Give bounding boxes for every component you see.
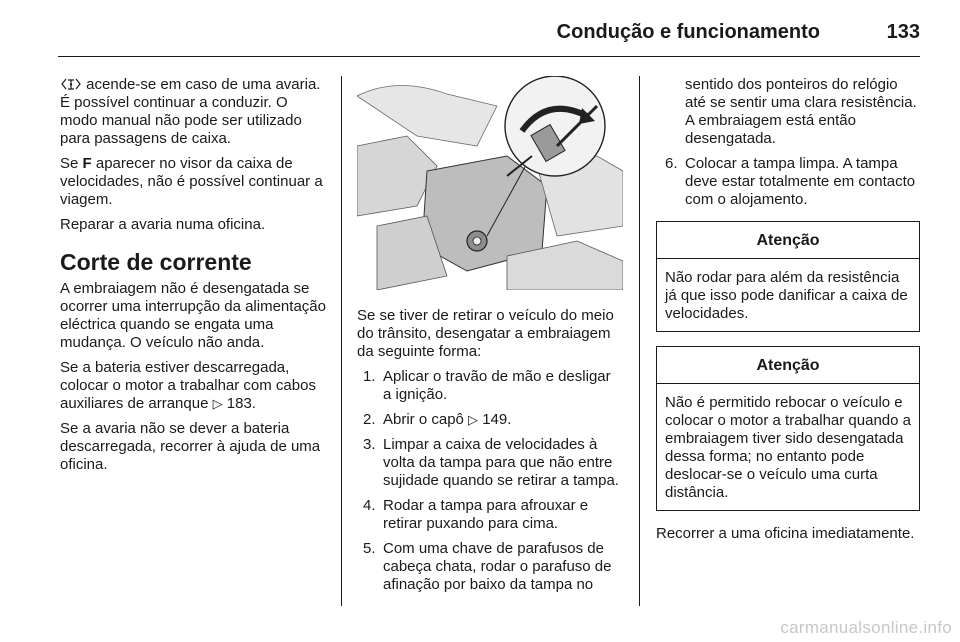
step-text: sentido dos ponteiros do relógio até se sentir uma clara resistência. A embraiagem está então desengatada. <box>685 76 917 147</box>
warning-text: Não rodar para além da resistência já que isso pode danificar a caixa de velocidades. <box>665 269 908 322</box>
steps-list-continued <box>656 76 920 209</box>
section-title: Corte de corrente <box>60 249 252 275</box>
paragraph: A embraiagem não é desengatada se ocorrer uma interrupção da alimentação eléctrica quando se engata uma mudança. O veículo não anda. <box>60 280 326 351</box>
display-letter: F <box>82 155 92 172</box>
step-number: 5. <box>363 540 376 557</box>
step-text: Com uma chave de parafusos de cabeça chata, rodar o parafuso de afinação por baixo da tampa no <box>383 540 612 593</box>
paragraph-text: acende-se em caso de uma avaria. É possível continuar a conduzir. O modo manual não pode ser utilizado para passagens de caixa. <box>60 76 321 147</box>
paragraph: Reparar a avaria numa oficina. <box>60 216 266 233</box>
column-middle <box>357 76 623 601</box>
page-reference-arrow-icon: ▷ <box>212 396 223 411</box>
column-divider <box>341 76 342 606</box>
paragraph: Se a avaria não se dever a bateria descarregada, recorrer à ajuda de uma oficina. <box>60 420 321 473</box>
watermark: carmanualsonline.info <box>780 618 952 637</box>
step-number: 4. <box>363 497 376 514</box>
list-item <box>656 76 920 148</box>
paragraph: Se se tiver de retirar o veículo do meio do trânsito, desengatar a embraiagem da seguinte forma: <box>357 307 614 360</box>
list-item <box>357 540 623 594</box>
step-text: Aplicar o travão de mão e desligar a ignição. <box>383 368 611 403</box>
steps-list <box>357 368 623 594</box>
gearbox-cover-illustration <box>357 76 623 290</box>
list-item <box>357 497 623 533</box>
page-reference[interactable]: 183. <box>226 395 256 412</box>
warning-box <box>656 346 920 511</box>
step-text: Rodar a tampa para afrouxar e retirar puxando para cima. <box>383 497 589 532</box>
step-number: 1. <box>363 368 376 385</box>
step-text: Limpar a caixa de velocidades à volta da tampa para que não entre sujidade quando se retirar a tampa. <box>383 436 619 489</box>
column-left <box>60 76 326 481</box>
paragraph: Recorrer a uma oficina imediatamente. <box>656 525 915 542</box>
chapter-title: Condução e funcionamento <box>556 21 820 43</box>
column-divider <box>639 76 640 606</box>
step-text: Colocar a tampa limpa. A tampa deve estar totalmente em contacto com o alojamento. <box>685 155 916 208</box>
transmission-warning-icon <box>60 77 82 91</box>
paragraph <box>60 359 326 413</box>
step-number: 3. <box>363 436 376 453</box>
list-item <box>357 436 623 490</box>
paragraph-text: Se a bateria estiver descarregada, colocar o motor a trabalhar com cabos auxiliares de arranque <box>60 359 316 412</box>
list-item <box>656 155 920 209</box>
paragraph-text: Se <box>60 155 79 172</box>
page-number: 133 <box>886 21 920 43</box>
warning-title: Atenção <box>657 222 919 259</box>
warning-text: Não é permitido rebocar o veículo e colocar o motor a trabalhar quando a embraiagem tiver sido desengatada dessa forma; no entanto pode deslocar-se o veículo uma curta distância. <box>665 394 911 501</box>
warning-title: Atenção <box>657 347 919 384</box>
page-header <box>58 16 920 57</box>
list-item <box>357 368 623 404</box>
column-right <box>656 76 920 550</box>
paragraph <box>60 76 326 148</box>
step-number: 2. <box>363 411 376 428</box>
step-text: Abrir o capô <box>383 411 464 428</box>
warning-box <box>656 221 920 332</box>
step-number: 6. <box>665 155 678 172</box>
list-item <box>357 411 623 429</box>
page-reference[interactable]: 149. <box>482 411 512 428</box>
paragraph-text: aparecer no visor da caixa de velocidades, não é possível continuar a viagem. <box>60 155 323 208</box>
page-reference-arrow-icon: ▷ <box>468 412 479 427</box>
paragraph <box>60 155 326 209</box>
